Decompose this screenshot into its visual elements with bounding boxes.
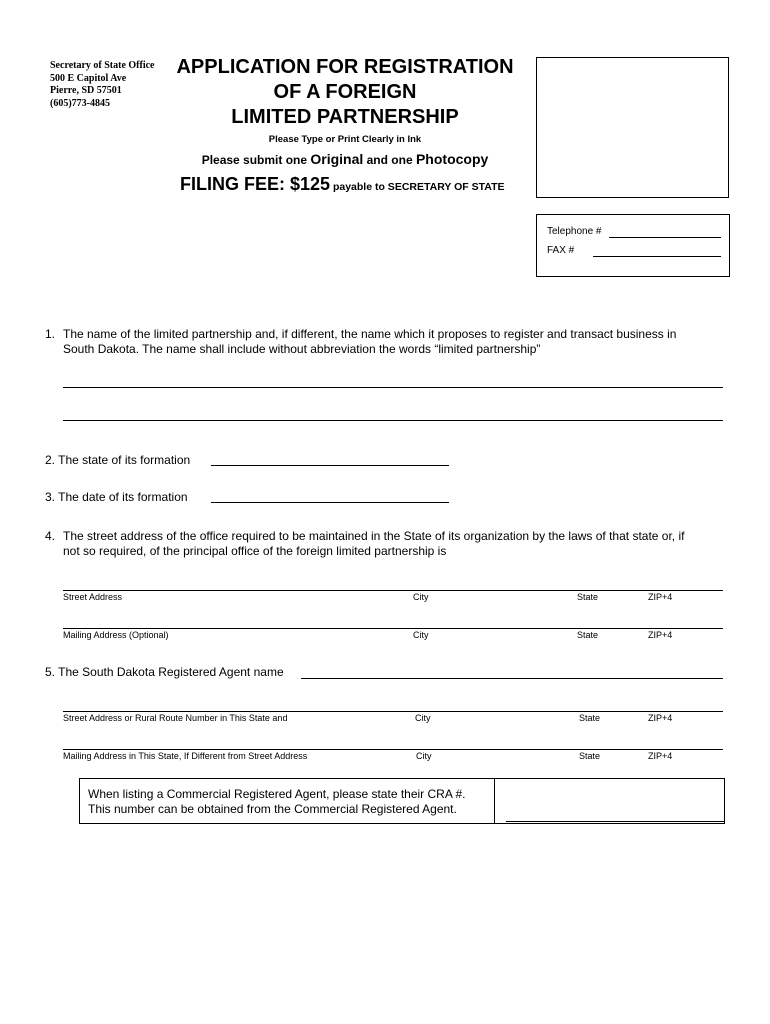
telephone-field[interactable]	[609, 237, 721, 238]
office-address	[50, 60, 155, 110]
title-line-3: LIMITED PARTNERSHIP	[231, 106, 459, 128]
state-caption: State	[577, 592, 599, 602]
agent-mailing-caption: Mailing Address in This State, If Different from Street Address	[63, 751, 308, 761]
state-caption: State	[579, 713, 601, 723]
question-2-number: 2.	[45, 453, 56, 467]
agent-mailing-address-field[interactable]	[63, 749, 723, 750]
agent-street-address-field[interactable]	[63, 711, 723, 712]
zip-caption: ZIP+4	[648, 751, 673, 761]
question-5-label: The South Dakota Registered Agent name	[58, 665, 284, 679]
submit-prefix: Please submit one	[201, 153, 311, 167]
question-4-line-2: not so required, of the principal office of the foreign limited partnership is	[63, 544, 447, 558]
principal-mailing-address-field[interactable]	[63, 628, 723, 629]
print-instruction: Please Type or Print Clearly in Ink	[268, 134, 422, 145]
submit-instruction	[170, 151, 520, 167]
question-5	[45, 665, 284, 680]
question-1-line-1: The name of the limited partnership and, if different, the name which it proposes to register and transact business in	[63, 327, 677, 341]
cra-divider	[494, 779, 495, 823]
office-phone: (605)773-4845	[50, 97, 110, 109]
principal-street-address-field[interactable]	[63, 590, 723, 591]
cra-box	[79, 778, 725, 824]
form-title	[170, 55, 520, 130]
question-4-line-1: The street address of the office required to be maintained in the State of its organization by the laws of that state or, if	[63, 529, 685, 543]
zip-caption: ZIP+4	[648, 713, 673, 723]
agent-street-caption: Street Address or Rural Route Number in This State and	[63, 713, 288, 723]
submit-photocopy: Photocopy	[415, 151, 489, 167]
question-1-line-2: South Dakota. The name shall include without abbreviation the words “limited partnership”	[63, 342, 541, 356]
mailing-address-caption: Mailing Address (Optional)	[63, 630, 169, 640]
formation-date-field[interactable]	[211, 502, 449, 503]
question-1-number: 1.	[45, 327, 56, 341]
question-4-number: 4.	[45, 529, 56, 543]
state-caption: State	[579, 751, 601, 761]
submit-original: Original	[310, 151, 364, 167]
cra-line-1: When listing a Commercial Registered Agent, please state their CRA #.	[88, 787, 466, 801]
title-line-1: APPLICATION FOR REGISTRATION	[176, 56, 514, 78]
question-2	[45, 453, 190, 468]
office-name: Secretary of State Office	[50, 60, 155, 71]
zip-caption: ZIP+4	[648, 592, 673, 602]
partnership-name-field-2[interactable]	[63, 420, 723, 421]
question-5-number: 5.	[45, 665, 56, 679]
formation-state-field[interactable]	[211, 465, 449, 466]
title-line-2: OF A FOREIGN	[273, 81, 417, 103]
state-caption: State	[577, 630, 599, 640]
fee-amount: FILING FEE: $125	[180, 174, 331, 194]
filing-fee	[180, 174, 505, 195]
telephone-label: Telephone #	[547, 226, 602, 237]
city-caption: City	[415, 713, 431, 723]
question-4	[45, 529, 735, 559]
zip-caption: ZIP+4	[648, 630, 673, 640]
question-3-number: 3.	[45, 490, 56, 504]
cra-instructions	[88, 787, 466, 817]
city-caption: City	[416, 751, 432, 761]
street-address-caption: Street Address	[63, 592, 123, 602]
cra-number-field[interactable]	[506, 821, 724, 822]
filing-stamp-box	[536, 57, 729, 198]
question-3-label: The date of its formation	[58, 490, 188, 504]
office-street: 500 E Capitol Ave	[50, 72, 127, 84]
fax-field[interactable]	[593, 256, 721, 257]
registered-agent-name-field[interactable]	[301, 678, 723, 679]
cra-line-2: This number can be obtained from the Commercial Registered Agent.	[88, 802, 457, 816]
city-caption: City	[413, 630, 429, 640]
contact-box	[536, 214, 730, 277]
city-caption: City	[413, 592, 429, 602]
question-1	[45, 327, 735, 357]
question-2-label: The state of its formation	[58, 453, 191, 467]
submit-mid: and one	[363, 153, 416, 167]
fee-payable: payable to SECRETARY OF STATE	[330, 181, 505, 193]
partnership-name-field-1[interactable]	[63, 387, 723, 388]
fax-label: FAX #	[547, 245, 575, 256]
office-city: Pierre, SD 57501	[50, 85, 122, 96]
question-3	[45, 490, 188, 505]
